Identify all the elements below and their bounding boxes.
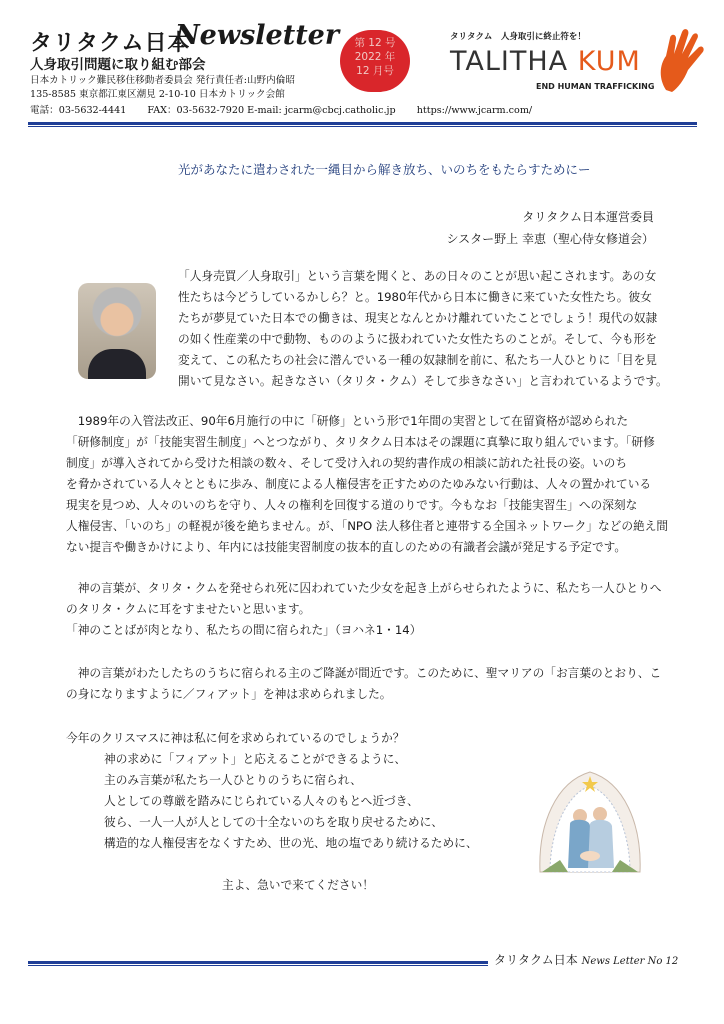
prayer-line: 人としての尊厳を踏みにじられている人々のもとへ近づき、	[104, 794, 419, 808]
footer-org: タリタクム日本	[494, 953, 578, 967]
header-divider-thin	[28, 126, 697, 127]
prayer-line: 神の求めに「フィアット」と応えることができるように、	[104, 752, 407, 766]
logo-tagline: タリタクム 人身取引に終止符を！	[450, 32, 586, 42]
paragraph-line: 人権侵害、「いのち」の軽視が後を絶ちません。が、「NPO 法人移住者と連帯する全国ネットワーク」などの絶え間	[66, 519, 669, 533]
footer-issue: News Letter No 12	[581, 956, 679, 967]
issue-month: 12 月号	[356, 65, 394, 77]
paragraph-line: 性たちは今どうしているかしら？と。1980年代から日本に働きに来ていた女性たち。彼女	[178, 290, 652, 304]
issue-year: 2022 年	[354, 51, 396, 63]
paragraph-line: の身になりますように／フィアット」を神は求められました。	[66, 687, 392, 701]
footer-label	[494, 951, 678, 968]
prayer-line: 構造的な人権侵害をなくすため、世の光、地の塩であり続けるために、	[104, 836, 478, 850]
paragraph-line: 現実を見つめ、人々のいのちを守り、人々の権利を回復する道のりです。今もなお「技能実習生」への深刻な	[66, 498, 638, 512]
author-name: シスター野上 幸恵（聖心侍女修道会）	[446, 232, 654, 246]
footer-divider-thin	[28, 965, 488, 966]
newsletter-subtitle: 人身取引問題に取り組む部会	[30, 57, 206, 73]
paragraph-line: のタリタ・クムに耳をすませたいと思います。	[66, 602, 311, 616]
paragraph-line: 変えて、この私たちの社会に潜んでいる一種の奴隷制を前に、私たち一人ひとりに「目を見	[178, 353, 657, 367]
paragraph-line: 1989年の入管法改正、90年6月施行の中に「研修」という形で1年間の実習として在留資格が認められた	[66, 414, 629, 428]
website-link[interactable]: https://www.jcarm.com/	[416, 105, 533, 116]
contact-line	[30, 102, 550, 116]
hand-icon	[656, 28, 706, 94]
closing-line: 主よ、急いで来てください！	[222, 878, 374, 892]
newsletter-title-en: Newsletter	[175, 20, 340, 51]
paragraph-line: 制度」が導入されてから受けた相談の数々、そして受け入れの契約書作成の相談に訪れた社長の姿。いのち	[66, 456, 628, 470]
paragraph-2	[66, 411, 669, 558]
footer-divider	[28, 961, 488, 964]
paragraph-line: の如く性産業の中で動物、もののように扱われていた女性たちのことが。そして、今も形を	[178, 332, 657, 346]
author-photo-body	[88, 349, 146, 379]
talitha-kum-logo	[446, 26, 708, 96]
address-line: 135-8585 東京都江東区潮見 2-10-10 日本カトリック会館	[30, 89, 285, 100]
author-organization: タリタクム日本運営委員	[522, 210, 654, 224]
paragraph-line: ない提言や働きかけにより、年内には技能実習制度の抜本的直しのための有識者会議が発足する予定です。	[66, 540, 627, 554]
logo-name	[450, 46, 641, 77]
paragraph-1	[178, 266, 668, 392]
scripture-quote: 「神のことばが肉となり、私たちの間に宿られた」（ヨハネ1・14）	[66, 623, 422, 637]
prayer-line: 彼ら、一人一人が人としての十全ないのちを取り戻せるために、	[104, 815, 443, 829]
article-heading: 光があなたに遣わされた一縄目から解き放ち、いのちをもたらすためにー	[178, 162, 591, 177]
logo-name-part1: TALITHA	[450, 46, 578, 77]
nativity-illustration	[530, 764, 650, 876]
paragraph-line: 開いて見なさい。起きなさい（タリタ・クム）そして歩きなさい」と言われているようです。	[178, 374, 668, 388]
fax-email-text: FAX：03-5632-7920 E-mail: jcarm@cbcj.catholic.jp	[147, 105, 396, 116]
author-photo	[78, 283, 156, 379]
paragraph-line: 神の言葉がわたしたちのうちに宿られる主のご降誕が間近です。このために、聖マリアの「お言葉のとおり、こ	[66, 666, 662, 680]
paragraph-3	[66, 578, 664, 641]
issue-number: 第 12 号	[354, 37, 396, 49]
publisher-line: 日本カトリック難民移住移動者委員会 発行責任者:山野内倫昭	[30, 75, 295, 86]
logo-name-part2: KUM	[577, 46, 641, 77]
issue-badge	[340, 30, 410, 92]
logo-subtitle: END HUMAN TRAFFICKING	[536, 82, 655, 91]
prayer-line: 主のみ言葉が私たち一人ひとりのうちに宿られ、	[104, 773, 362, 787]
paragraph-lead: 今年のクリスマスに神は私に何を求められているのでしょうか？	[66, 731, 405, 745]
newsletter-title-jp: タリタクム日本	[30, 31, 191, 56]
paragraph-line: 「人身売買／人身取引」という言葉を聞くと、あの日々のことが思い起こされます。あの女	[178, 269, 657, 283]
paragraph-line: 神の言葉が、タリタ・クムを発せられ死に囚われていた少女を起き上がらせられたように、私たち一人ひとりへ	[66, 581, 662, 595]
paragraph-line: を脅かされている人々とともに歩み、制度による人権侵害を正すためのたゆみない行動は、人々の置かれている	[66, 477, 652, 491]
paragraph-line: 「研修制度」が「技能実習生制度」へとつながり、タリタクム日本はその課題に真摯に取り組んでいます。「研修	[66, 435, 655, 449]
paragraph-4	[66, 663, 664, 705]
paragraph-line: たちが夢見ていた日本での働きは、現実となんとかけ離れていたことでしょう！現代の奴隷	[178, 311, 658, 325]
phone-text: 電話：03-5632-4441	[30, 105, 127, 116]
header-divider	[28, 122, 697, 125]
